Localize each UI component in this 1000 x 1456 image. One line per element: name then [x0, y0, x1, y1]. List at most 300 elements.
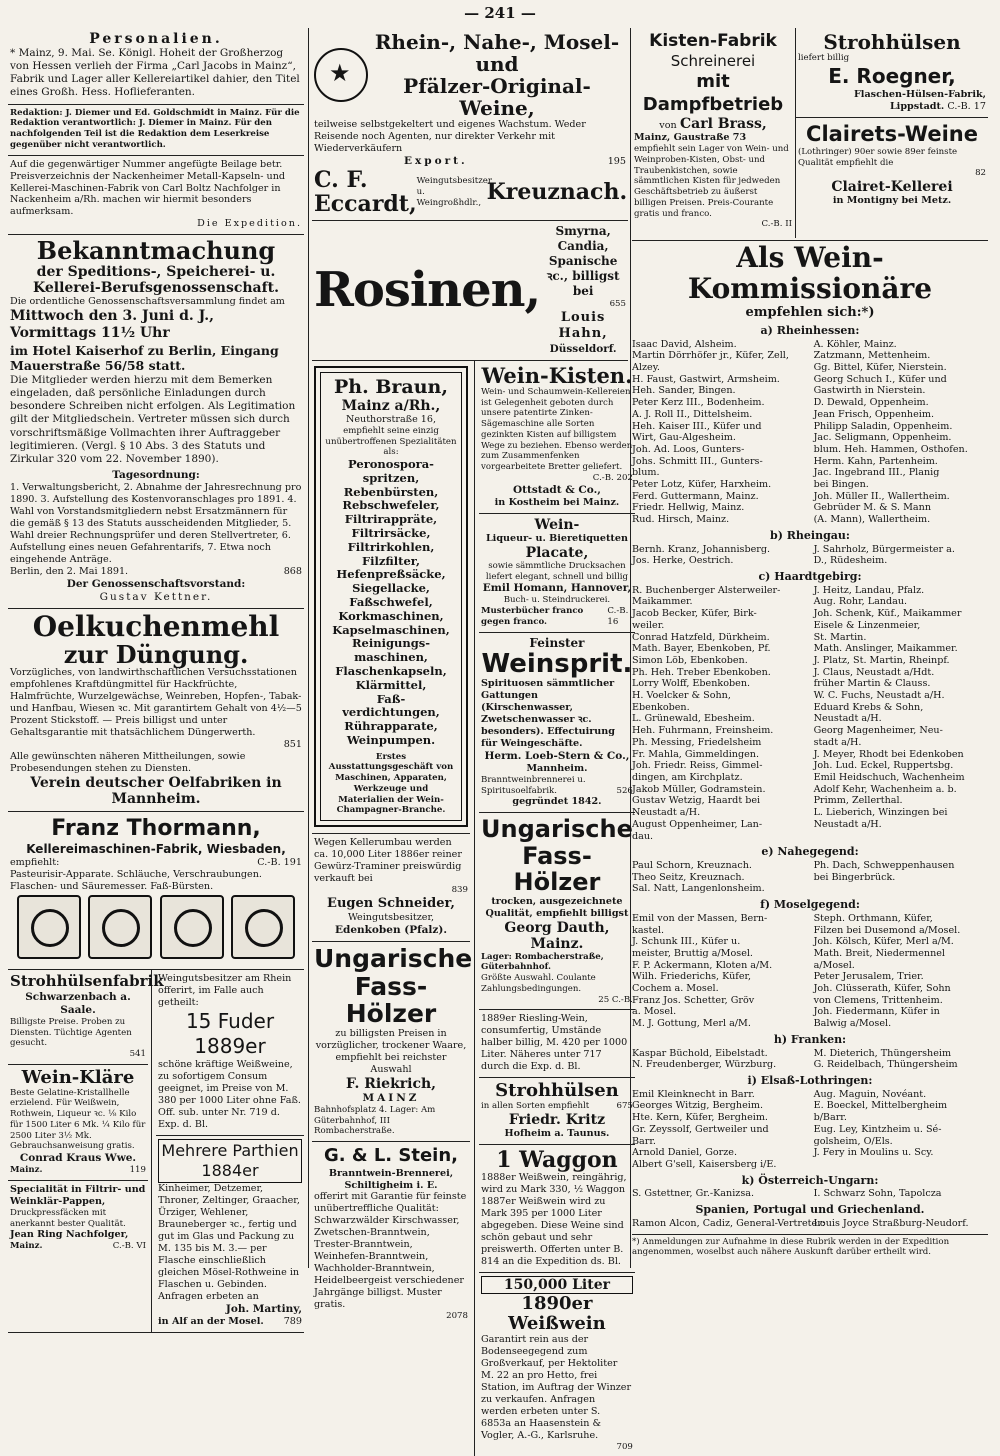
ring-city: Mainz.: [10, 1241, 43, 1252]
column-2: [312, 28, 633, 1452]
partien-firm: Joh. Martiny,: [225, 1303, 302, 1316]
kommission-row: [632, 544, 988, 556]
fuder-big: 15 Fuder 1889er: [185, 1009, 275, 1059]
kommission-entry: a. Mosel.: [632, 1006, 677, 1018]
brass-ref: C.-B. II: [761, 219, 792, 230]
kommission-entry: von Clemens, Trittenheim.: [813, 994, 943, 1006]
kommission-row: [632, 872, 988, 884]
kommission-entry: früher Martin & Clauss.: [813, 678, 931, 690]
kommission-subtitle: empfehlen sich:*): [745, 304, 875, 320]
clairets-num: 82: [975, 168, 986, 179]
braun-item: maschinen,: [354, 650, 428, 665]
waggon-title: 1 Waggon: [496, 1146, 618, 1173]
kommission-row: [632, 1089, 988, 1101]
braun-item: Flaschenkapseln,: [335, 663, 447, 678]
braun-item: Filtrirkohlen,: [347, 539, 435, 554]
rosinen-firm: Louis Hahn,: [558, 310, 608, 342]
eccardt-emblem-icon: [314, 48, 368, 102]
kommission-section-head: c) Haardtgebirg:: [758, 570, 862, 583]
oelkuchen-text: Vorzügliches, von landwirthschaftlichen Versuchsstationen empfohlenes Kraftdüngmittel für Hackfrüchte, Halmfrüchte, Wurzelgewächse, Weinreben, Hopfen-, Tabak- und Hanfbau, Wiesen ꝛc. Mit garantirtem Gehalt von 4½—5 Prozent Stickstoff. — Preis billigst und unter Gehaltsgarantie mit thatsächlichem Düngerwerth.: [10, 666, 302, 738]
kommission-row: [632, 444, 988, 456]
kommission-entry: Math. Anslinger, Maikammer.: [813, 643, 958, 655]
dauth-title2: Fass-Hölzer: [513, 841, 601, 897]
partien-num: 789: [283, 1316, 302, 1328]
kommission-entry: kastel.: [632, 924, 665, 936]
homann-ref: C.-B. 16: [607, 606, 629, 627]
braun-firm: Ph. Braun,: [334, 375, 448, 398]
kommission-entry: Heh. Sander, Bingen.: [632, 385, 736, 397]
kommission-row: [632, 502, 988, 514]
kommission-entry: bei Bingerbrück.: [813, 871, 896, 883]
kommission-entry: Zatzmann, Mettenheim.: [813, 350, 931, 362]
kommission-row: [632, 819, 988, 831]
kommission-row: [632, 479, 988, 491]
col2-split: [312, 361, 633, 1456]
stein-title: G. & L. Stein,: [323, 1145, 458, 1167]
kommission-entry: blum.: [632, 467, 660, 479]
kommission-entry: J. Heitz, Landau, Pfalz.: [813, 584, 925, 596]
riekrich-text: zu billigsten Preisen in vorzüglicher, trockener Waare, empfiehlt bei reichster Auswahl: [315, 1027, 467, 1075]
weinkisten-title: Wein-Kisten.: [481, 362, 633, 388]
kommission-entry: Ferd. Guttermann, Mainz.: [632, 490, 759, 502]
kommission-entry: Jos. Herke, Oestrich.: [632, 555, 734, 567]
eccardt-ad: [312, 28, 628, 221]
thormann-ad: [8, 812, 304, 971]
eccardt-export: Export.: [404, 154, 468, 167]
kommission-row: [632, 784, 988, 796]
kommission-row: [632, 491, 988, 503]
weinklaere-title: Wein-Kläre: [21, 1066, 135, 1088]
fuder-ad: [156, 970, 304, 1136]
kommission-entry: Herm. Kahn, Partenheim.: [813, 455, 938, 467]
kommission-entry: Gebrüder M. & S. Mann: [813, 502, 932, 514]
roegner-firm: E. Roegner,: [828, 63, 956, 88]
kommission-entry: Joh. Müller II., Wallertheim.: [813, 490, 950, 502]
kommission-entry: Jakob Müller, Godramstein.: [632, 783, 766, 795]
roegner-sub: Flaschen-Hülsen-Fabrik,: [854, 88, 986, 100]
kommission-row: [632, 737, 988, 749]
weinkisten-ref: C.-B. 202: [592, 472, 633, 483]
schneider-city: Edenkoben (Pfalz).: [334, 924, 447, 937]
braun-item: Faßschwefel,: [349, 594, 433, 609]
homann-ad: [479, 514, 635, 633]
kommission-entry: Jean Frisch, Oppenheim.: [813, 408, 934, 420]
personalien-text: * Mainz, 9. Mai. Se. Königl. Hoheit der Großherzog von Hessen verlieh der Firma „Carl Jacobs in Mainz“, Fabrik und Lager aller Kellereiartikel dahier, den Titel eines Großh. Hess. Hoflieferanten.: [10, 47, 300, 99]
kommission-entry: Heh. Fuhrmann, Freinsheim.: [632, 725, 774, 737]
kommission-entry: N. Freudenberger, Würzburg.: [632, 1059, 777, 1071]
kommission-entry: Filzen bei Dusemond a/Mosel.: [813, 924, 961, 936]
brass-title3: mit Dampfbetrieb: [642, 71, 784, 115]
thormann-subtitle: Kellereimaschinen-Fabrik, Wiesbaden,: [26, 842, 286, 857]
ring-ad: [8, 1181, 148, 1256]
thormann-text1: empfiehlt:: [10, 857, 60, 869]
kommission-row: [632, 1059, 988, 1071]
kommission-entry: Joh. Fiedermann, Küfer in: [813, 1006, 940, 1018]
ring-ref: C.-B. VI: [112, 1241, 146, 1252]
weinkisten-text: Wein- und Schaumwein-Kellereien ist Gelegenheit geboten durch unsere patentirte Zinken-Sägemaschine alle Sorten gezinkten Kisten auf billigstem Wege zu beziehen. Ebenso werden zum Zusammenfenken vorgearbeitete Bretter geliefert.: [481, 386, 633, 473]
eccardt-firm: C. F. Eccardt,: [314, 167, 417, 218]
kritz-num: 675: [616, 1101, 633, 1112]
kommission-entry: a/Mosel.: [813, 959, 855, 971]
braun-item: Weinpumpen.: [346, 732, 436, 747]
oelkuchen-firm: Verein deutscher Oelfabriken in Mannheim.: [30, 774, 282, 807]
kommission-row: [632, 409, 988, 421]
braun-item: Filtrirappräte,: [344, 512, 438, 527]
kommission-entry: S. Gstettner, Gr.-Kanizsa.: [632, 1188, 755, 1200]
weinkisten-firm: Ottstadt & Co.,: [513, 483, 601, 496]
kommission-section-head: e) Nahegegend:: [761, 845, 859, 859]
kommission-entry: Joh. Lud. Eckel, Ruppertsbg.: [813, 760, 954, 772]
weisswein-title: 150,000 Liter: [481, 1276, 633, 1294]
stein-ad: [312, 1142, 470, 1326]
kommission-entry: weiler.: [632, 619, 665, 631]
kommission-entry: H. Faust, Gastwirt, Armsheim.: [632, 373, 780, 385]
kommission-entry: b/Barr.: [813, 1112, 847, 1124]
kommission-row: [632, 608, 988, 620]
kommission-entry: Joh. Kölsch, Küfer, Merl a/M.: [813, 936, 954, 948]
brass-ad: [632, 28, 794, 234]
kritz-ad: [479, 1078, 635, 1145]
kommission-row: [632, 995, 988, 1007]
kommission-entry: J. Platz, St. Martin, Rheinpf.: [813, 654, 950, 666]
dauth-text2: Größte Auswahl. Coulante Zahlungsbedingungen.: [481, 973, 596, 994]
kommission-entry: Rud. Hirsch, Mainz.: [632, 514, 730, 526]
kommission-row: [632, 913, 988, 925]
kommission-entry: (A. Mann), Wallertheim.: [813, 514, 931, 526]
redaktion-notice: Redaktion: J. Diemer und Ed. Goldschmidt in Mainz. Für die Redaktion verantwortlich: J. Diemer in Mainz. Für den nachfolgenden Teil ist die Redaktion dem Leserkreise gegenüber nicht verantwortlich.: [8, 105, 304, 156]
homann-title3: Placate,: [525, 544, 589, 561]
kommission-entry: D., Rüdesheim.: [813, 555, 888, 567]
kommission-section-head: k) Österreich-Ungarn:: [741, 1173, 879, 1187]
page-number: — 241 —: [464, 4, 536, 22]
strohhuelsenfabrik-text: Billigste Preise. Proben zu Diensten. Tüchtige Agenten gesucht.: [10, 1016, 132, 1049]
riekrich-firm: F. Riekrich,: [345, 1075, 437, 1092]
kommission-entry: Gastwirth in Nierstein.: [813, 385, 926, 397]
loeb-ad: [479, 633, 635, 814]
kommission-row: [632, 456, 988, 468]
strohhuelsenfabrik-title: Strohhülsenfabrik: [10, 972, 164, 991]
dauth-ref: 25 C.-B.: [598, 994, 633, 1005]
kommission-entry: Emil von der Massen, Bern-: [632, 912, 768, 924]
kommission-section-head: Spanien, Portugal und Griechenland.: [695, 1203, 925, 1217]
weinklaere-firm: Conrad Kraus Wwe.: [19, 1152, 137, 1165]
kommission-row: [632, 948, 988, 960]
col1-bottom-right: [152, 970, 304, 1332]
kommission-row: [632, 971, 988, 983]
expedition-sign: Die Expedition.: [197, 218, 302, 230]
kommission-row: [632, 960, 988, 972]
kommission-entry: H. Voelcker & Sohn,: [632, 690, 731, 702]
partien-title: Mehrere Parthien 1884er: [158, 1139, 302, 1183]
kommission-entry: L. Lieberich, Winzingen bei: [813, 807, 948, 819]
kommission-row: [632, 1159, 988, 1171]
weinkisten-ad: [479, 361, 635, 514]
kommission-entry: Fr. Mahla, Gimmeldingen.: [632, 748, 760, 760]
kommission-row: [632, 432, 988, 444]
homann-bottom: Musterbücher franco gegen franco.: [481, 606, 584, 627]
weisswein-num: 709: [616, 1441, 633, 1452]
brass-text: empfiehlt sein Lager von Wein- und Weinproben-Kisten, Obst- und Traubenkistchen, sowie sämmtlichen Kisten für jedweden Geschäftsbetrieb zu äußerst billigen Preisen. Preis-Courante gratis und franco.: [634, 144, 789, 219]
thormann-ref: C.-B. 191: [257, 857, 302, 869]
expedition-text: Auf die gegenwärtiger Nummer angefügte Beilage betr. Preisverzeichnis der Nackenheimer Metall-Kapseln- und Kellerei-Maschinen-Fabrik von Carl Boltz Nachfolger in Nackenheim a/Rh. machen wir hiermit besonders aufmerksam.: [10, 158, 286, 218]
bekanntmachung-text: Die ordentliche Genossenschaftsversammlung findet am: [10, 295, 285, 307]
kommission-entry: Alzey.: [632, 362, 660, 373]
thormann-title: Franz Thormann,: [51, 815, 261, 841]
pasteurizer-icon: [17, 895, 81, 959]
loeb-title: Feinster: [529, 635, 585, 650]
kommission-entry: Neustadt a/H.: [632, 807, 701, 819]
weinkisten-city: in Kostheim bei Mainz.: [494, 496, 620, 508]
loeb-sub: Branntweinbrennerei u. Spiritusoelfabrik.: [481, 774, 586, 796]
kommission-entry: Joh. Ad. Loos, Gunters-: [632, 443, 745, 455]
rosinen-title: Rosinen,: [314, 262, 541, 319]
kommission-entry: Sal. Natt, Langenlonsheim.: [632, 883, 765, 895]
kommission-row: [632, 620, 988, 632]
braun-footer: Erstes Ausstattungsgeschäft von Maschinen, Apparaten, Werkzeuge und Materialien der Wein-Champagner-Branche.: [328, 751, 454, 816]
bekanntmachung-dateline: Berlin, den 2. Mai 1891.: [10, 565, 129, 577]
col1-bottom-split: [8, 970, 304, 1333]
loeb-year: gegründet 1842.: [512, 796, 602, 808]
kommission-row: [632, 1048, 988, 1060]
kommission-entry: J. Sahrholz, Bürgermeister a.: [813, 543, 955, 555]
eccardt-city: Kreuznach.: [486, 179, 628, 206]
bekanntmachung-subtitle: der Speditions-, Speicherei- u. Kellerei-Berufsgenossenschaft.: [32, 263, 279, 296]
weinklaere-ad: [8, 1065, 148, 1181]
kommission-entry: Emil Kleinknecht in Barr.: [632, 1088, 755, 1100]
kommission-entry: Math. Breit, Niedermennel: [813, 947, 945, 959]
kommission-entry: [814, 883, 988, 895]
kommission-entry: Theo Seitz, Kreuznach.: [632, 871, 745, 883]
kommission-title: Als Wein-Kommissionäre: [687, 241, 933, 305]
dauth-text: trocken, ausgezeichnete Qualität, empfiehlt billigst: [485, 895, 629, 919]
homann-title2: Liqueur- u. Bieretiquetten: [485, 532, 628, 544]
kommission-row: [632, 1018, 988, 1030]
waggon-text: 1888er Weißwein, reingährig, wird zu Mark 330, ½ Waggon 1887er Weißwein wird zu Mark 395 per 1000 Liter abgegeben. Diese Weine sind schön gebaut und sehr preiswerth. Offerten unter B. 814 an die Expedition ds. Bl.: [481, 1172, 627, 1267]
partien-text: Kinheimer, Detzemer, Throner, Zeltinger, Graacher, Ürziger, Wehlener, Brauneberger ꝛc., fertig und gut im Glas und Packung zu M. 135 bis M. 3.— per Flasche einschließlich gleichen Mösel-Rothweine in Flaschen u. Gebinden. Anfragen erbeten an: [158, 1183, 300, 1303]
kommission-entry: Martin Dörrhöfer jr., Küfer, Zell,: [632, 350, 789, 362]
kommission-row: [632, 760, 988, 772]
kommission-entry: M. Dieterich, Thüngersheim: [813, 1047, 952, 1059]
kommission-row: [632, 983, 988, 995]
roegner-city: Lippstadt.: [889, 100, 945, 112]
kommission-entry: Heh. Kaiser III., Küfer und: [632, 420, 762, 432]
kommission-row: [632, 1100, 988, 1112]
kommission-row: [632, 467, 988, 479]
loeb-text: Spirituosen sämmtlicher Gattungen (Kirschenwasser, Zwetschenwasser ꝛc. besonders). Effectuirung für Weingeschäfte.: [481, 677, 615, 749]
strohhuelsenfabrik-ad: [8, 970, 164, 1064]
ring-firm: Jean Ring Nachfolger,: [10, 1229, 129, 1241]
kommission-entry: stadt a/H.: [813, 736, 862, 748]
kommission-entry: Albert G'sell, Kaisersberg i/E.: [632, 1158, 777, 1170]
kommission-entry: Balwig a/Mosel.: [813, 1018, 892, 1030]
braun-item: Filtrirsäcke,: [351, 525, 431, 540]
brass-title2: Schreinerei: [670, 52, 756, 71]
weinklaere-text: Beste Gelatine-Kristallhelle erzielend. Für Weißwein, Rothwein, Liqueur ꝛc. ⅛ Kilo für 1500 Liter 6 Mk. ¼ Kilo für 2500 Liter 3½ Mk. Gebrauchsanweisung gratis.: [10, 1087, 146, 1152]
braun-items: [325, 458, 457, 748]
col2-left: [312, 361, 475, 1456]
kommission-entry: Georg Magenheimer, Neu-: [813, 725, 943, 737]
kommission-entry: G. Reidelbach, Thüngersheim: [813, 1059, 958, 1071]
kommission-entry: L. Grünewald, Ebesheim.: [632, 713, 755, 725]
kommission-entry: Bernh. Kranz, Johannisberg.: [632, 543, 771, 555]
kommission-entry: Emil Heidschuch, Wachenheim: [813, 772, 965, 783]
kommission-row: [632, 339, 988, 351]
clairets-text: (Lothringer) 90er sowie 89er feinste Qualität empfiehlt die: [798, 146, 958, 168]
kommission-row: [632, 936, 988, 948]
kommission-entry: [814, 831, 988, 843]
kommission-entry: Jacob Becker, Küfer, Birk-: [632, 608, 757, 620]
brass-firm-pre: von: [659, 120, 677, 131]
eccardt-title: Rhein-, Nahe-, Mosel- und: [374, 30, 620, 76]
ring-text: Druckpressfäcken mit anerkannt bester Qualität.: [10, 1207, 126, 1229]
column-rule: [308, 28, 309, 1268]
kommission-entry: Aug. Maguin, Novéant.: [813, 1088, 927, 1100]
kommission-entry: dingen, am Kirchplatz.: [632, 772, 743, 783]
bottle-meter-icon: [160, 895, 224, 959]
weisswein-ad: [479, 1273, 635, 1456]
kommission-entry: A. Köhler, Mainz.: [813, 338, 897, 350]
kritz-title: Strohhülsen: [495, 1080, 619, 1102]
kommission-row: [632, 374, 988, 386]
kommission-entry: J. Claus, Neustadt a/Hdt.: [813, 666, 935, 678]
oelkuchen-num: 851: [283, 738, 302, 750]
rosinen-num: 655: [609, 299, 626, 310]
braun-street: Neuthorstraße 16,: [345, 413, 437, 425]
kommission-entry: E. Boeckel, Mittelbergheim: [813, 1100, 948, 1112]
braun-item: Korkmaschinen,: [338, 608, 444, 623]
oelkuchen-text2: Alle gewünschten näheren Mittheilungen, sowie Probesendungen stehen zu Diensten.: [10, 750, 246, 774]
braun-item: Filzfilter,: [361, 553, 421, 568]
col2-right: [475, 361, 635, 1456]
kommission-entry: F. P. Ackermann, Kloten a/M.: [632, 959, 773, 971]
kommission-entry: Franz Jos. Schetter, Gröv: [632, 994, 755, 1006]
kommission-entry: Wilh. Friederichs, Küfer,: [632, 971, 752, 983]
bekanntmachung-date: Mittwoch den 3. Juni d. J., Vormittags 11½ Uhr: [10, 307, 214, 342]
kommission-entry: Gg. Bittel, Küfer, Nierstein.: [813, 362, 947, 373]
strohhuelsenfabrik-title2: Schwarzenbach a. Saale.: [25, 990, 131, 1016]
kommission-entry: Georg Schuch I., Küfer und: [813, 373, 947, 385]
kommission-row: [632, 772, 988, 784]
kommission-entry: Isaac David, Alsheim.: [632, 338, 737, 350]
kommission-row: [632, 713, 988, 725]
kommission-entry: Hte. Kern, Küfer, Bergheim.: [632, 1112, 768, 1124]
bekanntmachung-title: Bekanntmachung: [36, 236, 276, 266]
kommission-row: [632, 385, 988, 397]
brass-title: Kisten-Fabrik: [649, 31, 777, 51]
kommission-row: [632, 678, 988, 690]
kommission-row: [632, 1188, 988, 1200]
strohhuelsenfabrik-num: 541: [129, 1049, 146, 1060]
kommission-row: [632, 555, 988, 567]
riekrich-ad: [312, 942, 473, 1142]
kommission-row: [632, 1136, 988, 1148]
ring-title: Specialität in Filtrir- und Weinklär-Pappen,: [10, 1183, 146, 1207]
kommission-entry: W. C. Fuchs, Neustadt a/H.: [813, 690, 945, 702]
agenda-text: 1. Verwaltungsbericht, 2. Abnahme der Jahresrechnung pro 1890. 3. Aufstellung des Kostenvoranschlages pro 1891. 4. Wahl von Vorstandsmitgliedern nebst Ersatzmännern für die gemäß § 13 des Statuts ausscheidenden Mitglieder, 5. Wahl dreier Rechnungsprüfer und deren Stellvertreter, 6. Aufstellung eines neuen Gefahrentarifs, 7. Etwa noch eingehende Anträge.: [10, 482, 302, 565]
barrel-brush-icon: [231, 895, 295, 959]
column-3-top: [632, 28, 794, 238]
kommission-row: [632, 421, 988, 433]
kritz-text: in allen Sorten empfiehlt: [481, 1101, 590, 1112]
kommission-entry: Joh. Schenk, Küf., Maikammer: [813, 608, 962, 620]
rosinen-ad: [312, 221, 628, 360]
schneider-text: Wegen Kellerumbau werden ca. 10,000 Liter 1886er reiner Gewürz-Traminer preiswürdig verkauft bei: [314, 837, 462, 885]
kommission-entry: J. Schunk III., Küfer u.: [632, 936, 741, 948]
kritz-city: Hofheim a. Taunus.: [504, 1127, 610, 1139]
kommission-entry: Ramon Alcon, Cadiz, General-Vertreter:: [632, 1217, 826, 1229]
kommission-section-head: f) Moselgegend:: [760, 898, 860, 912]
kommission-row: [632, 831, 988, 843]
kommission-entry: Barr.: [632, 1135, 656, 1147]
kommission-entry: Ph. Heh. Treber Ebenkoben.: [632, 666, 771, 678]
braun-ad: [312, 361, 470, 833]
kommission-entry: Eisele & Linzenmeier,: [813, 619, 921, 631]
personalien-title: Personalien.: [89, 31, 223, 47]
kommission-row: [632, 397, 988, 409]
eccardt-num: 195: [607, 156, 626, 168]
homann-firm: Emil Homann, Hannover,: [482, 582, 632, 595]
braun-item: Faß-: [376, 691, 406, 706]
kommission-section-head: h) Franken:: [773, 1032, 847, 1046]
kommission-list: [632, 324, 988, 1230]
kommission-entry: bei Bingen.: [813, 479, 869, 491]
kommission-row: [632, 514, 988, 526]
clairets-city: in Montigny bei Metz.: [832, 195, 952, 207]
riekrich-title2: Fass-Hölzer: [345, 971, 437, 1029]
kommission-entry: Johs. Schmitt III., Gunters-: [632, 455, 763, 467]
bekanntmachung-board: Der Genossenschaftsvorstand:: [66, 577, 246, 590]
schneider-num: 839: [451, 885, 468, 896]
kommission-row: [632, 632, 988, 644]
bekanntmachung-name: Gustav Kettner.: [99, 591, 213, 604]
kommission-row: [632, 1147, 988, 1159]
loeb-num: 526: [616, 785, 633, 796]
kommission-row: [632, 690, 988, 702]
partien-city: in Alf an der Mosel.: [158, 1316, 264, 1328]
kommission-row: [632, 655, 988, 667]
kommission-entry: Ph. Dach, Schweppenhausen: [813, 859, 955, 871]
column-4-top: [796, 28, 988, 238]
thormann-illustrations: [10, 893, 302, 965]
kommission-row: [632, 860, 988, 872]
braun-item: Peronospora-: [348, 456, 434, 471]
rosinen-text: Smyrna, Candia, Spanische ꝛc., billigst bei: [546, 224, 620, 299]
kommission-row: [632, 883, 988, 895]
homann-sub: Buch- u. Steindruckerei.: [503, 595, 611, 606]
kommission-row: [632, 643, 988, 655]
kommission-entry: J. Meyer, Rhodt bei Edenkoben: [813, 748, 964, 760]
bekanntmachung-place: im Hotel Kaiserhof zu Berlin, Eingang Mauerstraße 56/58 statt.: [10, 342, 279, 374]
kritz-firm: Friedr. Kritz: [508, 1111, 606, 1128]
weisswein-text: Garantirt rein aus der Bodenseegegend zum Großverkauf, per Hektoliter M. 22 an pro Hetto, frei Station, im Auftrag der Winzer zu verkaufen. Anfragen werden erbeten unter S. 6853a an Haasenstein & Vogler, A.-G., Karlsruhe.: [481, 1333, 632, 1441]
kommission-row: [632, 702, 988, 714]
kommission-row: [632, 1218, 988, 1230]
braun-text: empfiehlt seine einzig unübertroffenen Spezialitäten als:: [325, 425, 457, 458]
brass-addr: Mainz, Gaustraße 73: [634, 132, 747, 144]
weinklaere-city: Mainz.: [10, 1165, 43, 1176]
roegner-title: Strohhülsen: [823, 30, 961, 54]
dauth-title: Ungarische: [481, 815, 633, 844]
bekanntmachung-text2: Die Mitglieder werden hierzu mit dem Bemerken eingeladen, daß persönliche Einladungen durch besondere Schreiben nicht erfolgen. Als Legitimation gilt der Mitgliedschein. Vertreter müssen sich durch vorschriftsmäßige Vollmachten ihrer Auftraggeber legitimieren. (Vergl. § 10 Abs. 3 des Statuts und Zirkular 320 vom 22. November 1890).: [10, 374, 296, 465]
kommission-entry: August Oppenheimer, Lan-: [632, 818, 763, 830]
kommission-entry: Joh. Friedr. Reiss, Gimmel-: [632, 760, 763, 772]
clairets-title: Clairets-Weine: [806, 121, 978, 146]
kommission-row: [632, 807, 988, 819]
dauth-firm: Georg Dauth, Mainz.: [504, 919, 610, 952]
waggon-ad: [479, 1145, 635, 1273]
roegner-ref: C.-B. 17: [947, 100, 986, 112]
kommission-entry: Jac. Seligmann, Oppenheim.: [813, 432, 952, 444]
